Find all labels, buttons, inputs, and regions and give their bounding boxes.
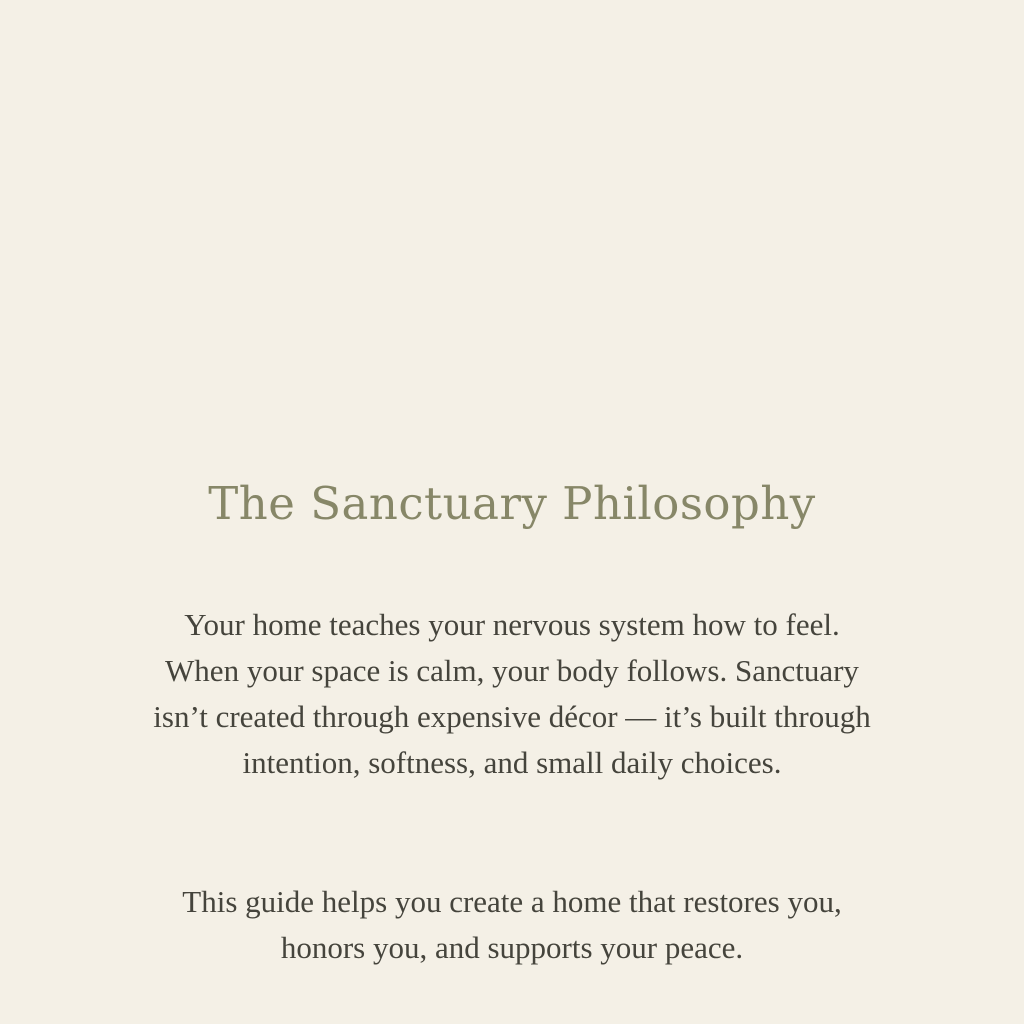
page-title: The Sanctuary Philosophy	[208, 477, 816, 530]
intro-paragraph: Your home teaches your nervous system how to feel. When your space is calm, your body follows. Sanctuary isn’t created through expensive décor — it’s built through intention, softness, and small daily choices.	[153, 607, 871, 780]
closing-paragraph: This guide helps you create a home that restores you, honors you, and supports your peace.	[182, 884, 842, 965]
